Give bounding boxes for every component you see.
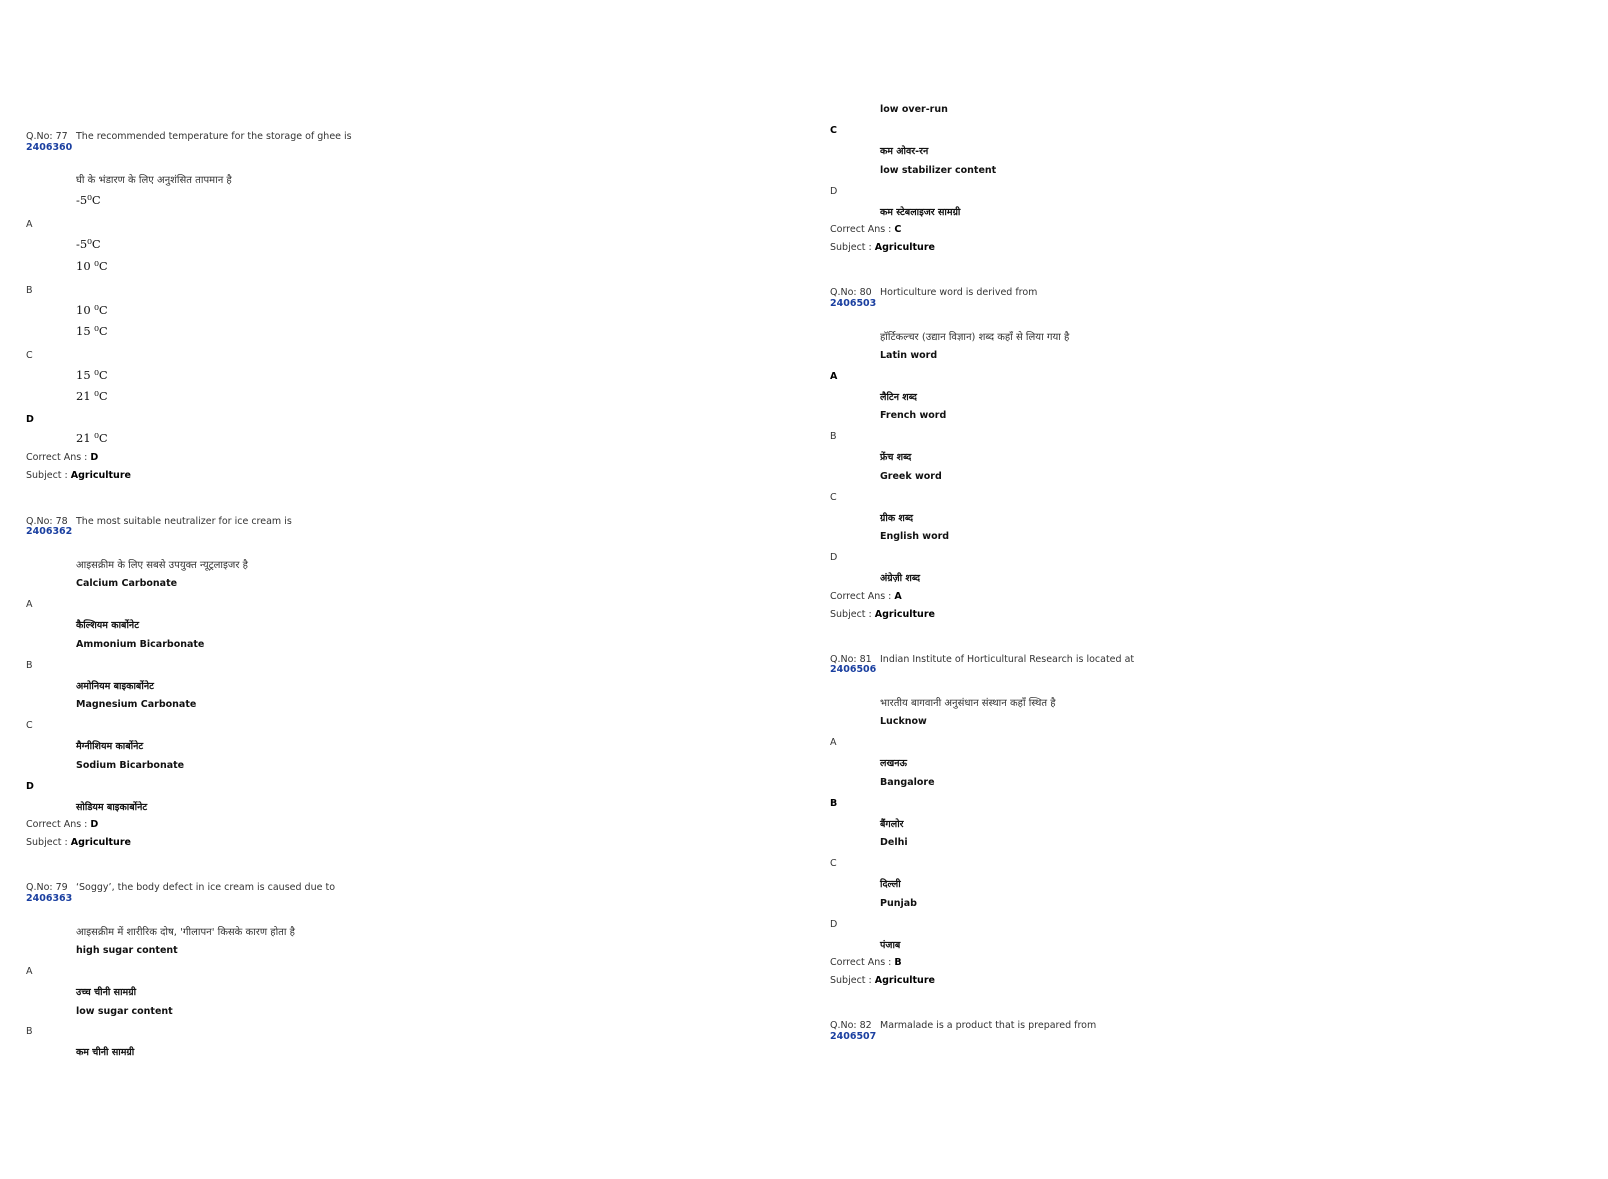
option-a-letter: A <box>830 371 838 382</box>
option-b-letter: B <box>830 798 838 809</box>
option-b-letter: B <box>26 285 33 296</box>
option-b-letter: B <box>26 1026 33 1037</box>
subject-line <box>26 837 131 848</box>
option-c-letter: C <box>26 350 33 361</box>
option-d-letter: D <box>26 781 34 792</box>
correct-answer-value: B <box>894 957 902 968</box>
question-id: 2406362 <box>26 526 73 537</box>
option-c-hi: ग्रीक शब्द <box>880 513 914 524</box>
question-text-hi: भारतीय बागवानी अनुसंधान संस्थान कहाँ स्थित है <box>880 698 1056 709</box>
option-a-letter: A <box>26 219 33 230</box>
option-a-letter: A <box>830 737 837 748</box>
question-text-en: The recommended temperature for the storage of ghee is <box>76 131 352 142</box>
correct-answer-value: A <box>894 591 902 602</box>
subject-line <box>26 470 131 481</box>
correct-answer-value: D <box>90 819 99 830</box>
question-text-hi: आइसक्रीम के लिए सबसे उपयुक्त न्यूट्रलाइजर है <box>76 560 248 571</box>
question-number: Q.No: 80 <box>830 287 872 298</box>
question-number: Q.No: 79 <box>26 882 68 893</box>
question-number: Q.No: 81 <box>830 654 872 665</box>
option-a-en: Lucknow <box>880 716 927 727</box>
correct-answer-line <box>830 957 902 968</box>
correct-answer-line <box>26 819 98 830</box>
option-c-letter: C <box>26 720 33 731</box>
option-a-en: high sugar content <box>76 945 178 956</box>
option-a-hi: लखनऊ <box>880 758 907 769</box>
option-b-en: Bangalore <box>880 777 935 788</box>
option-a-en: -5⁰C <box>76 193 101 207</box>
option-c-hi: मैग्नीशियम कार्बोनेट <box>76 741 144 752</box>
question-id: 2406363 <box>26 893 73 904</box>
option-b-hi: फ्रेंच शब्द <box>880 452 912 463</box>
option-b-hi: कम चीनी सामग्री <box>76 1047 135 1058</box>
option-a-hi: -5⁰C <box>76 237 101 251</box>
option-b-hi: अमोनियम बाइकार्बोनेट <box>76 681 154 692</box>
subject-line <box>830 975 935 986</box>
option-d-letter: D <box>26 414 34 425</box>
option-c-letter: C <box>830 858 837 869</box>
subject-value: Agriculture <box>70 837 131 848</box>
option-c-en: 15 ⁰C <box>76 324 108 338</box>
question-text-hi: आइसक्रीम में शारीरिक दोष, 'गीलापन' किसके कारण होता है <box>76 927 295 938</box>
option-d-en: low stabilizer content <box>880 165 997 176</box>
option-d-en: Punjab <box>880 898 917 909</box>
option-b-letter: B <box>26 660 33 671</box>
option-c-letter: C <box>830 125 837 136</box>
correct-answer-line <box>830 591 902 602</box>
question-text-en: Horticulture word is derived from <box>880 287 1038 298</box>
option-b-hi: 10 ⁰C <box>76 303 108 317</box>
question-text-en: Marmalade is a product that is prepared from <box>880 1020 1097 1031</box>
question-number: Q.No: 78 <box>26 516 68 527</box>
subject-line <box>830 242 935 253</box>
option-b-en: French word <box>880 410 947 421</box>
option-d-hi: अंग्रेज़ी शब्द <box>880 573 921 584</box>
option-c-en: Magnesium Carbonate <box>76 699 197 710</box>
option-b-en: Ammonium Bicarbonate <box>76 639 205 650</box>
option-d-hi: कम स्टेबलाइजर सामग्री <box>880 207 961 218</box>
option-d-hi: सोडियम बाइकार्बोनेट <box>76 802 148 813</box>
option-c-hi: दिल्ली <box>880 879 901 890</box>
question-id: 2406503 <box>830 298 877 309</box>
subject-label: Subject : <box>830 975 872 986</box>
option-c-en: Greek word <box>880 471 942 482</box>
correct-answer-value: C <box>894 224 902 235</box>
subject-value: Agriculture <box>874 609 935 620</box>
option-c-hi: 15 ⁰C <box>76 368 108 382</box>
subject-value: Agriculture <box>874 975 935 986</box>
option-d-letter: D <box>830 919 838 930</box>
option-b-hi: बैंगलोर <box>880 819 904 830</box>
question-text-en: ‘Soggy’, the body defect in ice cream is caused due to <box>76 882 336 893</box>
option-d-hi: पंजाब <box>880 940 901 951</box>
question-text-hi: हॉर्टिकल्चर (उद्यान विज्ञान) शब्द कहाँ से लिया गया है <box>880 332 1070 343</box>
question-id: 2406506 <box>830 664 877 675</box>
subject-label: Subject : <box>830 609 872 620</box>
correct-answer-label: Correct Ans : <box>26 819 88 830</box>
question-number: Q.No: 82 <box>830 1020 872 1031</box>
correct-answer-label: Correct Ans : <box>830 224 892 235</box>
subject-value: Agriculture <box>874 242 935 253</box>
question-text-hi: घी के भंडारण के लिए अनुशंसित तापमान है <box>76 175 232 186</box>
question-id: 2406507 <box>830 1031 877 1042</box>
option-d-en: English word <box>880 531 950 542</box>
question-number: Q.No: 77 <box>26 131 68 142</box>
question-text-en: The most suitable neutralizer for ice cream is <box>76 516 292 527</box>
option-d-en: Sodium Bicarbonate <box>76 760 185 771</box>
option-a-en: Latin word <box>880 350 938 361</box>
option-c-en: Delhi <box>880 837 908 848</box>
option-b-en: 10 ⁰C <box>76 259 108 273</box>
option-a-hi: उच्च चीनी सामग्री <box>76 987 137 998</box>
question-id: 2406360 <box>26 142 73 153</box>
correct-answer-label: Correct Ans : <box>830 957 892 968</box>
option-d-hi: 21 ⁰C <box>76 431 108 445</box>
subject-line <box>830 609 935 620</box>
option-c-letter: C <box>830 492 837 503</box>
correct-answer-label: Correct Ans : <box>26 452 88 463</box>
subject-value: Agriculture <box>70 470 131 481</box>
option-d-letter: D <box>830 552 838 563</box>
correct-answer-value: D <box>90 452 99 463</box>
option-a-letter: A <box>26 599 33 610</box>
option-c-en: low over-run <box>880 104 948 115</box>
option-d-letter: D <box>830 186 838 197</box>
option-d-en: 21 ⁰C <box>76 389 108 403</box>
option-b-en: low sugar content <box>76 1006 173 1017</box>
correct-answer-line <box>830 224 901 235</box>
option-a-letter: A <box>26 966 33 977</box>
correct-answer-line <box>26 452 98 463</box>
option-a-hi: कैल्शियम कार्बोनेट <box>76 620 139 631</box>
option-a-en: Calcium Carbonate <box>76 578 178 589</box>
option-a-hi: लैटिन शब्द <box>880 392 917 403</box>
option-b-letter: B <box>830 431 837 442</box>
option-c-hi: कम ओवर-रन <box>880 146 929 157</box>
subject-label: Subject : <box>830 242 872 253</box>
correct-answer-label: Correct Ans : <box>830 591 892 602</box>
question-text-en: Indian Institute of Horticultural Research is located at <box>880 654 1135 665</box>
subject-label: Subject : <box>26 470 68 481</box>
subject-label: Subject : <box>26 837 68 848</box>
